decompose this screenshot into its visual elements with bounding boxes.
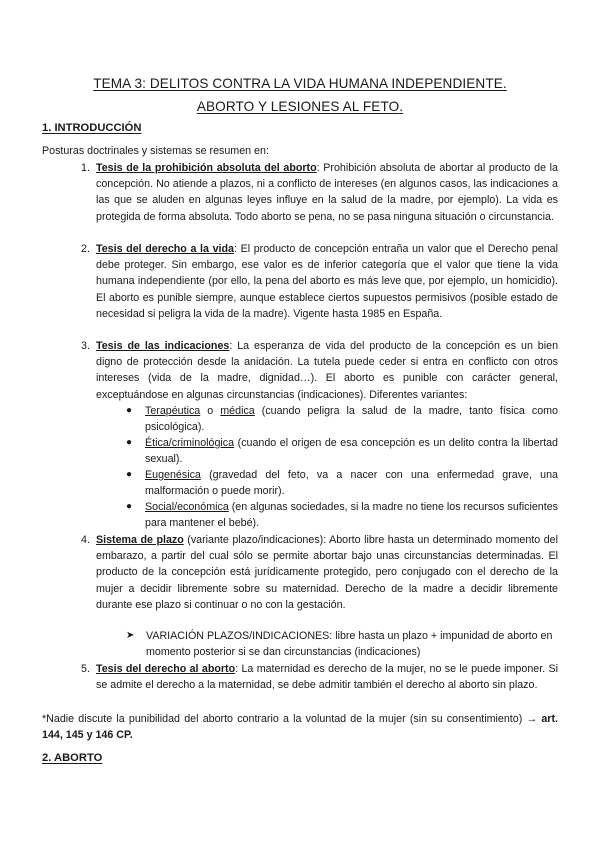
variation-note: ➤ VARIACIÓN PLAZOS/INDICACIONES: libre hasta un plazo + impunidad de aborto en momento posterior si se dan circunstancias (indicaciones) bbox=[126, 630, 553, 659]
item-label: Tesis del derecho al aborto bbox=[96, 663, 236, 675]
list-item-4: 4. Sistema de plazo (variante plazo/indicaciones): Aborto libre hasta un determinado momento del embarazo, a partir del cual sólo se permite abortar bajo unas circunstancias determinadas. El producto de la concepción está jurídicamente protegido, pero conjugado con el derecho de la mujer a decidir libremente sobre su maternidad. Derecho de la madre a decidir libremente durante ese plazo si continuar o no con la gestación. bbox=[81, 534, 558, 611]
list-item-1: 1. Tesis de la prohibición absoluta del aborto: Prohibición absoluta de abortar al producto de la concepción. No atiende a plazos, ni a conflicto de intereses (en algunos casos, las indicaciones a las que se aluden en algunas leyes influye en la salud de la madre, por ejemplo). La vida es protegida de forma absoluta. Todo aborto se pena, no se pasa ninguna situación o circunstancia. bbox=[81, 162, 558, 223]
document-title: TEMA 3: DELITOS CONTRA LA VIDA HUMANA INDEPENDIENTE. ABORTO Y LESIONES AL FETO. bbox=[93, 76, 507, 114]
bullet-item: ● Social/económica (en algunas sociedades, si la madre no tiene los recursos suficientes para mantener el bebé). bbox=[126, 501, 558, 530]
section-heading-aborto: 2. ABORTO bbox=[42, 752, 103, 764]
bullet-icon: ● bbox=[126, 501, 133, 512]
item-label: Sistema de plazo bbox=[96, 534, 184, 546]
item-label: Tesis de la prohibición absoluta del aborto bbox=[96, 162, 317, 174]
intro-paragraph: Posturas doctrinales y sistemas se resumen en: bbox=[42, 145, 269, 157]
title-line-1: TEMA 3: DELITOS CONTRA LA VIDA HUMANA INDEPENDIENTE. bbox=[93, 76, 507, 91]
bullet-item: ● Eugenésica (gravedad del feto, va a nacer con una enfermedad grave, una malformación o puede morir). bbox=[126, 469, 558, 498]
bullet-icon: ● bbox=[126, 469, 133, 480]
list-item-5: 5. Tesis del derecho al aborto: La maternidad es derecho de la mujer, no se le puede imponer. Si se admite el derecho a la maternidad, se debe admitir también el derecho al aborto sin plazo. bbox=[81, 663, 558, 692]
list-item-3: 3. Tesis de las indicaciones: La esperanza de vida del producto de la concepción es un bien digno de protección desde la anidación. La tutela puede ceder si entra en conflicto con otros intereses (vida de la madre, dignidad…). El aborto es punible con carácter general, exceptuándose en algunas circunstancias (indicaciones). Diferentes variantes: bbox=[81, 340, 559, 401]
list-item-2: 2. Tesis del derecho a la vida: El producto de concepción entraña un valor que el Derecho penal debe proteger. Sin embargo, ese valor es de inferior categoría que el valor que tiene la vida humana independiente (por ello, la pena del aborto es más leve que, por ejemplo, un homicidio). El aborto es punible siempre, aunque establece ciertos supuestos permisivos (posible estado de necesidad si peligra la vida de la madre). Vigente hasta 1985 en España. bbox=[81, 243, 558, 320]
bullet-item: ● Terapéutica o médica (cuando peligra la salud de la madre, tanto física como psicológica). bbox=[126, 405, 558, 434]
arrow-right-icon: ➤ bbox=[126, 630, 135, 641]
bullet-icon: ● bbox=[126, 437, 133, 448]
legal-reference: art. 144, 145 y 146 CP. bbox=[42, 713, 558, 742]
item-label: Tesis del derecho a la vida bbox=[96, 243, 234, 255]
bullet-icon: ● bbox=[126, 405, 133, 416]
bullet-item: ● Ética/criminológica (cuando el origen de esa concepción es un delito contra la libertad sexual). bbox=[126, 437, 558, 466]
title-line-2: ABORTO Y LESIONES AL FETO bbox=[196, 99, 400, 114]
item-label: Tesis de las indicaciones bbox=[96, 340, 230, 352]
section-heading-introduccion: 1. INTRODUCCIÓN bbox=[42, 122, 142, 134]
footnote-paragraph: *Nadie discute la punibilidad del aborto contrario a la voluntad de la mujer (sin su consentimiento) → art. 144, 145 y 146 CP. bbox=[42, 713, 558, 742]
